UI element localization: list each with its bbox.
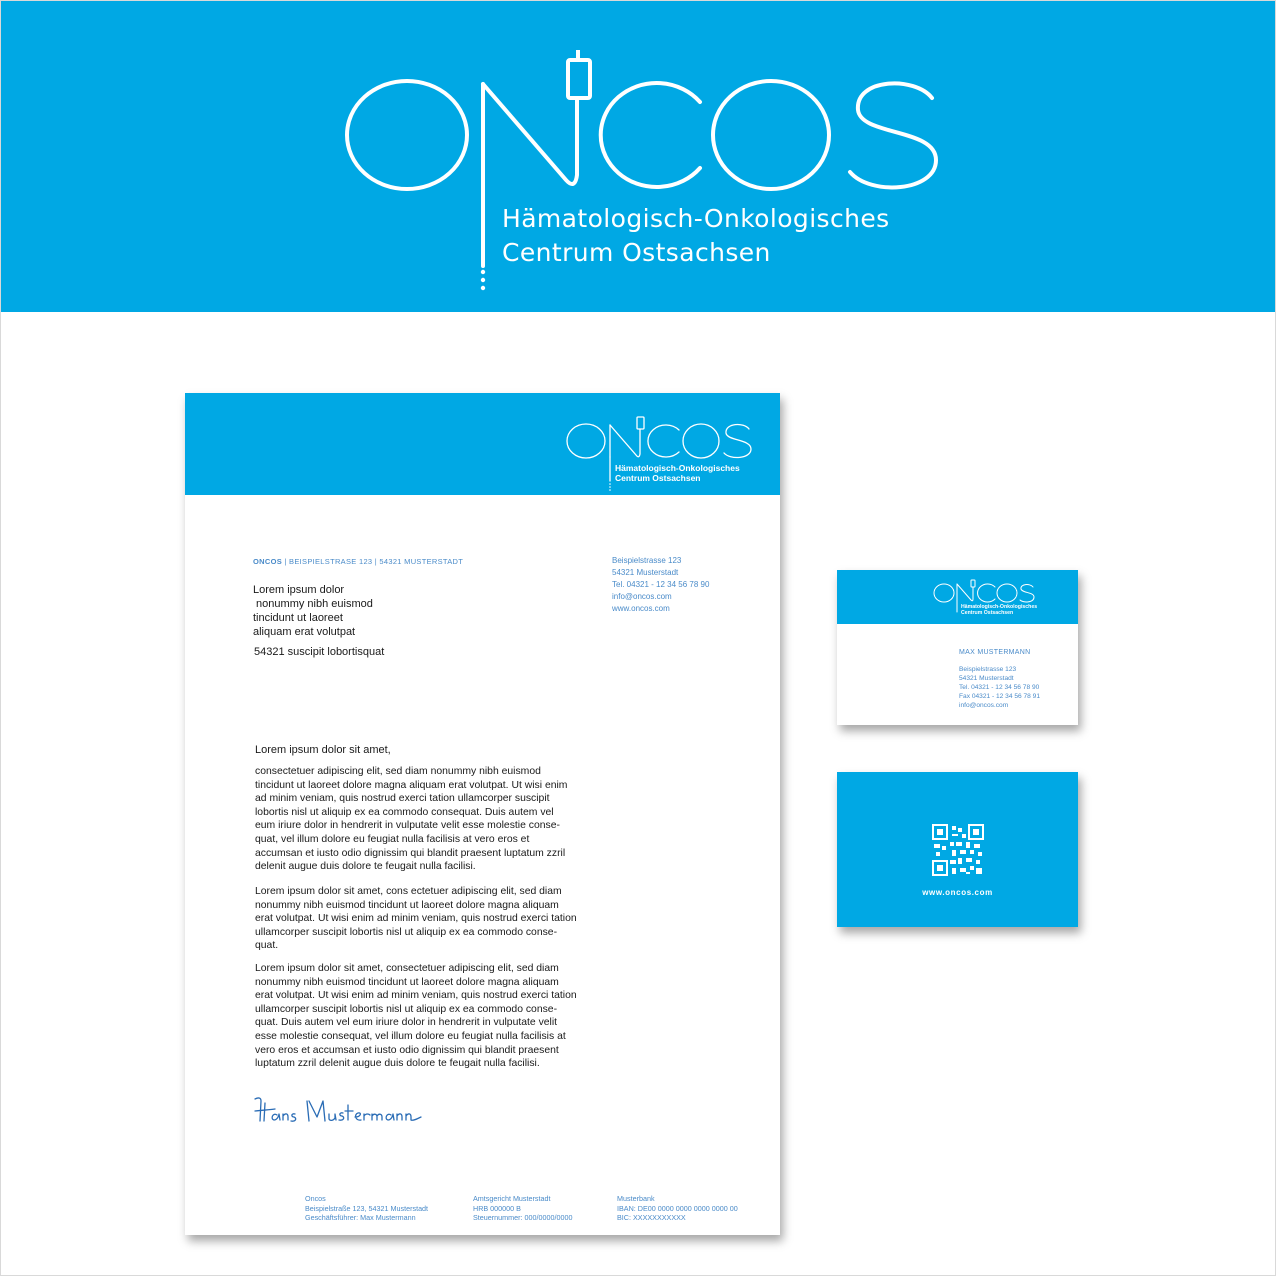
- card-email: info@oncos.com: [959, 702, 1009, 709]
- contact-block: [612, 555, 709, 615]
- card-fax: Fax 04321 - 12 34 56 78 91: [959, 693, 1041, 700]
- footer-line: Musterbank: [617, 1194, 655, 1203]
- text-line: erat volutpat. Ut wisi enim ad minim veniam, quis nostrud exerci tation: [255, 913, 577, 925]
- footer-line: Amtsgericht Musterstadt: [473, 1194, 551, 1203]
- recipient-zip: 54321 suscipit lobortisquat: [254, 646, 385, 658]
- footer-company: [305, 1194, 428, 1223]
- contact-street: Beispielstrasse 123: [612, 556, 682, 565]
- hero-banner: [0, 0, 1276, 312]
- contact-email: info@oncos.com: [612, 592, 672, 601]
- card-tagline: [961, 604, 1037, 616]
- text-line: quat. Duis autem vel eum iriure dolor in hendrerit in vulputate velit: [255, 1017, 558, 1029]
- card-website: www.oncos.com: [922, 888, 993, 897]
- letterhead-header: [185, 393, 780, 495]
- contact-city: 54321 Musterstadt: [612, 568, 679, 577]
- card-tagline-line-1: Hämatologisch-Onkologisches: [961, 604, 1038, 610]
- business-card-back: [837, 772, 1078, 927]
- text-line: accumsan et iusto odio dignissim qui blandit praesent luptatum zzril: [255, 847, 566, 859]
- sender-line: [253, 557, 463, 566]
- text-line: Lorem ipsum dolor sit amet, cons ectetuer adipiscing elit, sed diam: [255, 886, 562, 897]
- text-line: Lorem ipsum dolor sit amet, consectetuer adipiscing elit, sed diam: [255, 963, 559, 974]
- card-person-name: MAX MUSTERMANN: [959, 649, 1031, 656]
- text-line: nonummy nibh euismod tincidunt ut laoreet dolore magna aliquam: [255, 899, 559, 911]
- text-line: delenit augue duis dolore te feugait nulla facilisi.: [255, 861, 476, 873]
- text-line: ullamcorper suscipit lobortis nisl ut aliquip ex ea commodo conse-: [255, 1003, 558, 1015]
- text-line: tincidunt ut laoreet dolore magna aliquam erat volutpat. Ut wisi enim: [255, 779, 568, 791]
- card-tagline-line-2: Centrum Ostsachsen: [961, 610, 1014, 616]
- tagline-line-2: Centrum Ostsachsen: [502, 238, 771, 267]
- card-phone: Tel. 04321 - 12 34 56 78 90: [959, 684, 1040, 691]
- sender-brand: ONCOS: [253, 557, 283, 566]
- letterhead-page: [185, 393, 780, 1235]
- recipient-address: Lorem ipsum dolor nonummy nibh euismod tincidunt ut laoreet aliquam erat volutpat: [253, 584, 373, 638]
- text-line: erat volutpat. Ut wisi enim ad minim veniam, quis nostrud exerci tation: [255, 990, 577, 1002]
- footer-line: Beispielstraße 123, 54321 Musterstadt: [305, 1203, 429, 1213]
- text-line: ad minim veniam, quis nostrud exerci tation ullamcorper suscipit: [255, 793, 550, 805]
- tagline: [502, 202, 890, 270]
- tagline-small-line-2: Centrum Ostsachsen: [615, 473, 701, 483]
- contact-phone: Tel. 04321 - 12 34 56 78 90: [612, 580, 710, 589]
- text-line: quat, vel illum dolore eu feugiat nulla facilisis at vero eros et: [255, 833, 530, 845]
- body-paragraph: [255, 962, 615, 1071]
- body-paragraph: [255, 765, 615, 874]
- footer-registry: [473, 1194, 573, 1223]
- qr-code-icon: [932, 824, 984, 876]
- text-line: lobortis nisl ut aliquip ex ea commodo consequat. Duis autem vel: [255, 806, 554, 818]
- card-city: 54321 Musterstadt: [959, 675, 1014, 682]
- footer-line: Oncos: [305, 1194, 326, 1203]
- letter-greeting: Lorem ipsum dolor sit amet,: [255, 744, 391, 756]
- tagline-line-1: Hämatologisch-Onkologisches: [502, 204, 890, 233]
- footer-bank: [617, 1194, 738, 1223]
- contact-website: www.oncos.com: [612, 604, 670, 613]
- sender-address: | BEISPIELSTRASE 123 | 54321 MUSTERSTADT: [282, 557, 464, 566]
- business-card-front: [837, 570, 1078, 725]
- card-header: [837, 570, 1078, 624]
- tagline-small-line-1: Hämatologisch-Onkologisches: [615, 463, 740, 473]
- footer-line: BIC: XXXXXXXXXXX: [617, 1213, 686, 1222]
- card-contact-block: [959, 665, 1040, 710]
- text-line: nonummy nibh euismod tincidunt ut laoreet dolore magna aliquam: [255, 976, 559, 988]
- footer-line: IBAN: DE00 0000 0000 0000 0000 00: [617, 1203, 738, 1213]
- text-line: eum iriure dolor in hendrerit in vulputate velit esse molestie conse-: [255, 820, 560, 832]
- card-street: Beispielstrasse 123: [959, 666, 1017, 673]
- footer-line: HRB 000000 B: [473, 1203, 521, 1213]
- text-line: ullamcorper suscipit lobortis nisl ut aliquip ex ea commodo conse-: [255, 926, 558, 938]
- body-paragraph: [255, 885, 615, 953]
- text-line: consectetuer adipiscing elit, sed diam nonummy nibh euismod: [255, 766, 541, 777]
- handwritten-signature: [251, 1093, 431, 1133]
- text-line: luptatum zzril delenit augue duis dolore te feugait nulla facilisi.: [255, 1058, 540, 1070]
- footer-line: Steuernummer: 000/0000/0000: [473, 1213, 573, 1222]
- text-line: quat.: [255, 940, 279, 952]
- text-line: esse molestie consequat, vel illum dolore eu feugiat nulla facilisis at: [255, 1030, 566, 1042]
- text-line: vero eros et accumsan et iusto odio dignissim qui blandit praesent: [255, 1044, 559, 1056]
- footer-line: Geschäftsführer: Max Mustermann: [305, 1213, 416, 1222]
- tagline-small: [615, 463, 740, 483]
